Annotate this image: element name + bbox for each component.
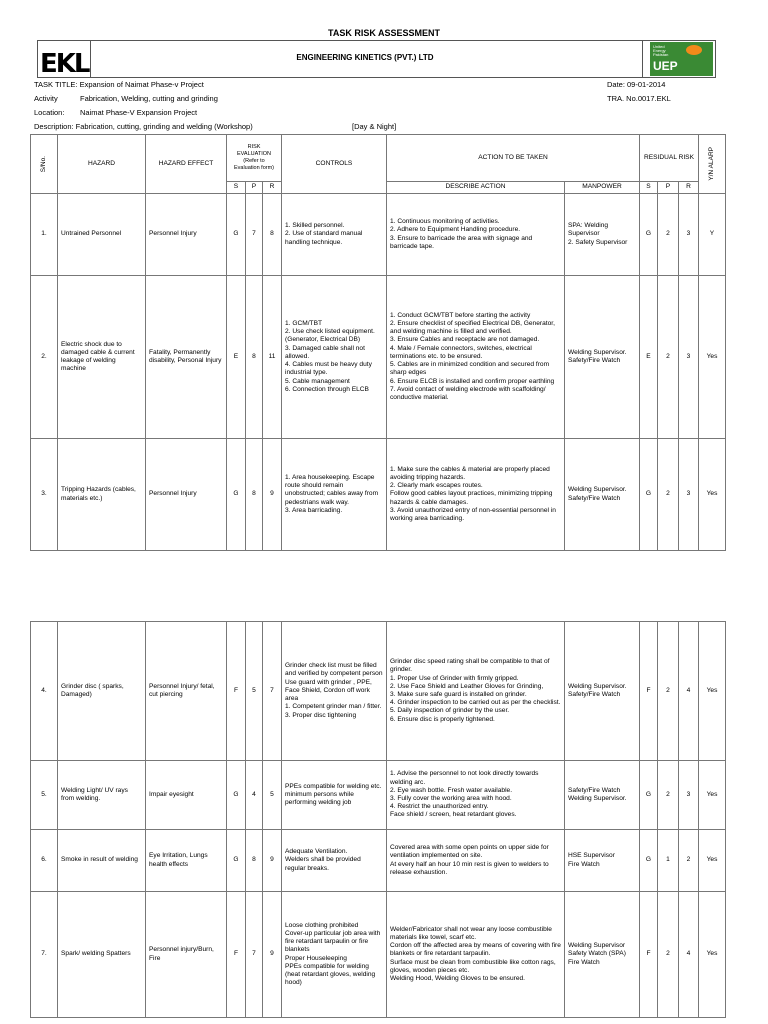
risk-p-cell: 4 bbox=[246, 761, 263, 830]
table-row bbox=[31, 761, 726, 830]
alarp-cell: Yes bbox=[699, 622, 726, 761]
hazard-effect-cell: Eye Irritation, Lungs health effects bbox=[146, 830, 227, 892]
col-r: R bbox=[263, 182, 282, 194]
location-label: Location: bbox=[34, 108, 65, 117]
risk-table-page1 bbox=[30, 134, 726, 551]
row-number: 5. bbox=[31, 761, 58, 830]
hazard-effect-cell: Personnel Injury bbox=[146, 194, 227, 276]
manpower-cell: Welding Supervisor. Safety/Fire Watch bbox=[565, 276, 640, 439]
risk-p-cell: 8 bbox=[246, 830, 263, 892]
residual-r-cell: 2 bbox=[679, 830, 699, 892]
manpower-cell: Welding Supervisor Safety Watch (SPA) Fire Watch bbox=[565, 892, 640, 1018]
hazard-effect-cell: Personnel injury/Burn, Fire bbox=[146, 892, 227, 1018]
col-controls: CONTROLS bbox=[282, 135, 387, 194]
risk-s-cell: E bbox=[227, 276, 246, 439]
risk-r-cell: 9 bbox=[263, 439, 282, 551]
risk-r-cell: 7 bbox=[263, 622, 282, 761]
residual-s-cell: E bbox=[640, 276, 658, 439]
risk-r-cell: 8 bbox=[263, 194, 282, 276]
alarp-cell: Yes bbox=[699, 830, 726, 892]
controls-cell: Loose clothing prohibited Cover-up particular job area with fire retardant tarpaulin or fire blankets Proper Houseleeping PPEs compatible for welding (heat retardant gloves, welding hood) bbox=[282, 892, 387, 1018]
col-p: P bbox=[246, 182, 263, 194]
controls-cell: 1. Skilled personnel. 2. Use of standard manual handling technique. bbox=[282, 194, 387, 276]
row-number: 3. bbox=[31, 439, 58, 551]
location-value: Naimat Phase-V Expansion Project bbox=[80, 108, 198, 117]
activity-value: Fabrication, Welding, cutting and grinding bbox=[80, 94, 218, 103]
description: Description: Fabrication, cutting, grinding and welding (Workshop) bbox=[34, 122, 253, 131]
controls-cell: 1. Area housekeeping. Escape route should remain unobstructed; cables away from pedestrians walk way. 3. Area barricading. bbox=[282, 439, 387, 551]
risk-s-cell: G bbox=[227, 439, 246, 551]
col-risk-eval: RISK EVALUATION (Refer to Evaluation form) bbox=[227, 135, 282, 182]
table-row bbox=[31, 276, 726, 439]
residual-s-cell: G bbox=[640, 830, 658, 892]
manpower-cell: Welding Supervisor. Safety/Fire Watch bbox=[565, 622, 640, 761]
alarp-cell: Yes bbox=[699, 761, 726, 830]
residual-r-cell: 3 bbox=[679, 439, 699, 551]
residual-p-cell: 1 bbox=[658, 830, 679, 892]
tra-number: TRA. No.0017.EKL bbox=[607, 94, 671, 103]
risk-s-cell: F bbox=[227, 892, 246, 1018]
col-residual: RESIDUAL RISK bbox=[640, 135, 699, 182]
col-alarp: Y/N ALARP bbox=[699, 135, 726, 194]
col-manpower: MANPOWER bbox=[565, 182, 640, 194]
date: Date: 09-01-2014 bbox=[607, 80, 666, 89]
col-action: ACTION TO BE TAKEN bbox=[387, 135, 640, 182]
table-row bbox=[31, 439, 726, 551]
hazard-cell: Spark/ welding Spatters bbox=[58, 892, 146, 1018]
residual-r-cell: 3 bbox=[679, 194, 699, 276]
risk-p-cell: 7 bbox=[246, 194, 263, 276]
residual-s-cell: G bbox=[640, 439, 658, 551]
risk-s-cell: G bbox=[227, 830, 246, 892]
table-row bbox=[31, 194, 726, 276]
residual-s-cell: G bbox=[640, 194, 658, 276]
row-number: 4. bbox=[31, 622, 58, 761]
risk-s-cell: F bbox=[227, 622, 246, 761]
residual-s-cell: F bbox=[640, 622, 658, 761]
hazard-cell: Welding Light/ UV rays from welding. bbox=[58, 761, 146, 830]
ekl-logo: EKL bbox=[40, 49, 89, 79]
residual-r-cell: 4 bbox=[679, 622, 699, 761]
action-cell: 1. Make sure the cables & material are properly placed avoiding tripping hazards. 2. Clearly mark escapes routes. Follow good cables layout practices, minimizing tripping hazards & cable damages. 3. Avoid unauthorized entry of non-essential personnel in working area barricading. bbox=[387, 439, 565, 551]
action-cell: 1. Advise the personnel to not look directly towards welding arc. 2. Eye wash bottle. Fresh water available. 3. Fully cover the working area with hood. 4. Restrict the unauthorized entry. Face shield / screen, heat retardant gloves. bbox=[387, 761, 565, 830]
company-name: ENGINEERING KINETICS (PVT.) LTD bbox=[296, 53, 434, 62]
sun-icon bbox=[686, 45, 702, 55]
hazard-effect-cell: Impair eyesight bbox=[146, 761, 227, 830]
row-number: 2. bbox=[31, 276, 58, 439]
hazard-cell: Electric shock due to damaged cable & current leakage of welding machine bbox=[58, 276, 146, 439]
controls-cell: 1. GCM/TBT 2. Use check listed equipment.(Generator, Electrical DB) 3. Damaged cable shall not allowed. 4. Cables must be heavy duty industrial type. 5. Cable management 6. Connection through ELCB bbox=[282, 276, 387, 439]
risk-s-cell: G bbox=[227, 761, 246, 830]
alarp-cell: Y bbox=[699, 194, 726, 276]
risk-p-cell: 5 bbox=[246, 622, 263, 761]
action-cell: Covered area with some open points on upper side for ventilation implemented on site. At every half an hour 10 min rest is given to welders to release exhaustion. bbox=[387, 830, 565, 892]
residual-s-cell: G bbox=[640, 761, 658, 830]
col-hazard: HAZARD bbox=[58, 135, 146, 194]
row-number: 1. bbox=[31, 194, 58, 276]
hazard-cell: Smoke in result of welding bbox=[58, 830, 146, 892]
action-cell: 1. Conduct GCM/TBT before starting the activity 2. Ensure checklist of specified Electrical DB, Generator, and welding machine is filled and verified. 3. Ensure Cables and receptacle are not damaged. 4. Male / Female connectors, switches, electrical terminations etc. to be ensured. 5. Cables are in minimized condition and secured from sharp edges 6. Ensure ELCB is installed and confirm proper earthling 7. Avoid contact of welding electrode with scaffolding/ conductive material. bbox=[387, 276, 565, 439]
uep-logo bbox=[650, 42, 713, 76]
risk-p-cell: 8 bbox=[246, 276, 263, 439]
risk-p-cell: 7 bbox=[246, 892, 263, 1018]
col-effect: HAZARD EFFECT bbox=[146, 135, 227, 194]
document-title: TASK RISK ASSESSMENT bbox=[327, 28, 440, 38]
risk-r-cell: 5 bbox=[263, 761, 282, 830]
action-cell: Grinder disc speed rating shall be compatible to that of grinder. 1. Proper Use of Grinder with firmly gripped. 2. Use Face Shield and Leather Gloves for Grinding, 3. Make sure safe guard is installed on grinder. 4. Grinder inspection to be carried out as per the checklist. 5. Daily inspection of grinder by the user. 6. Ensure disc is properly tightened. bbox=[387, 622, 565, 761]
hazard-effect-cell: Personnel Injury/ fetal, cut piercing bbox=[146, 622, 227, 761]
hazard-cell: Tripping Hazards (cables, materials etc.) bbox=[58, 439, 146, 551]
risk-s-cell: G bbox=[227, 194, 246, 276]
risk-r-cell: 9 bbox=[263, 830, 282, 892]
hazard-effect-cell: Fatality, Permanently disability, Personal Injury bbox=[146, 276, 227, 439]
hazard-cell: Grinder disc ( sparks, Damaged) bbox=[58, 622, 146, 761]
uep-logo-text: UEP bbox=[653, 59, 678, 73]
table-row bbox=[31, 830, 726, 892]
residual-r-cell: 3 bbox=[679, 761, 699, 830]
residual-p-cell: 2 bbox=[658, 276, 679, 439]
day-night: [Day & Night] bbox=[352, 122, 397, 131]
col-describe: DESCRIBE ACTION bbox=[387, 182, 565, 194]
risk-table-page2 bbox=[30, 621, 726, 1018]
col-s: S bbox=[227, 182, 246, 194]
residual-s-cell: F bbox=[640, 892, 658, 1018]
manpower-cell: Safety/Fire Watch Welding Supervisor. bbox=[565, 761, 640, 830]
alarp-cell: Yes bbox=[699, 439, 726, 551]
task-title: TASK TITLE: Expansion of Naimat Phase-v Project bbox=[34, 80, 204, 89]
controls-cell: Grinder check list must be filled and verified by competent person Use guard with grinder , PPE, Face Shield, Cordon off work area 1. Competent grinder man / fitter. 3. Proper disc tightening bbox=[282, 622, 387, 761]
residual-p-cell: 2 bbox=[658, 194, 679, 276]
row-number: 7. bbox=[31, 892, 58, 1018]
col-res-s: S bbox=[640, 182, 658, 194]
row-number: 6. bbox=[31, 830, 58, 892]
manpower-cell: Welding Supervisor. Safety/Fire Watch bbox=[565, 439, 640, 551]
residual-p-cell: 2 bbox=[658, 622, 679, 761]
table-row bbox=[31, 892, 726, 1018]
alarp-cell: Yes bbox=[699, 892, 726, 1018]
residual-p-cell: 2 bbox=[658, 439, 679, 551]
risk-r-cell: 9 bbox=[263, 892, 282, 1018]
hazard-cell: Untrained Personnel bbox=[58, 194, 146, 276]
risk-p-cell: 8 bbox=[246, 439, 263, 551]
alarp-cell: Yes bbox=[699, 276, 726, 439]
controls-cell: Adequate Ventilation. Welders shall be provided regular breaks. bbox=[282, 830, 387, 892]
col-res-r: R bbox=[679, 182, 699, 194]
action-cell: Welder/Fabricator shall not wear any loose combustible materials like towel, scarf etc. Cordon off the affected area by means of covering with fire blankets or fire retardant tarpaulin. Surface must be clean from combustible like cotton rags, gloves, wooden pieces etc. Welding Hood, Welding Gloves to be ensured. bbox=[387, 892, 565, 1018]
hazard-effect-cell: Personnel Injury bbox=[146, 439, 227, 551]
uep-logo-small-text: United Energy Pakistan bbox=[653, 44, 669, 57]
risk-r-cell: 11 bbox=[263, 276, 282, 439]
col-res-p: P bbox=[658, 182, 679, 194]
action-cell: 1. Continuous monitoring of activities. 2. Adhere to Equipment Handling procedure. 3. Ensure to barricade the area with signage and barricade tape. bbox=[387, 194, 565, 276]
manpower-cell: HSE Supervisor Fire Watch bbox=[565, 830, 640, 892]
table-row bbox=[31, 622, 726, 761]
residual-p-cell: 2 bbox=[658, 892, 679, 1018]
residual-p-cell: 2 bbox=[658, 761, 679, 830]
controls-cell: PPEs compatible for welding etc. minimum persons while performing welding job bbox=[282, 761, 387, 830]
activity-label: Activity bbox=[34, 94, 58, 103]
residual-r-cell: 4 bbox=[679, 892, 699, 1018]
col-sno: S/No. bbox=[31, 135, 58, 194]
manpower-cell: SPA: Welding Supervisor 2. Safety Supervisor bbox=[565, 194, 640, 276]
residual-r-cell: 3 bbox=[679, 276, 699, 439]
